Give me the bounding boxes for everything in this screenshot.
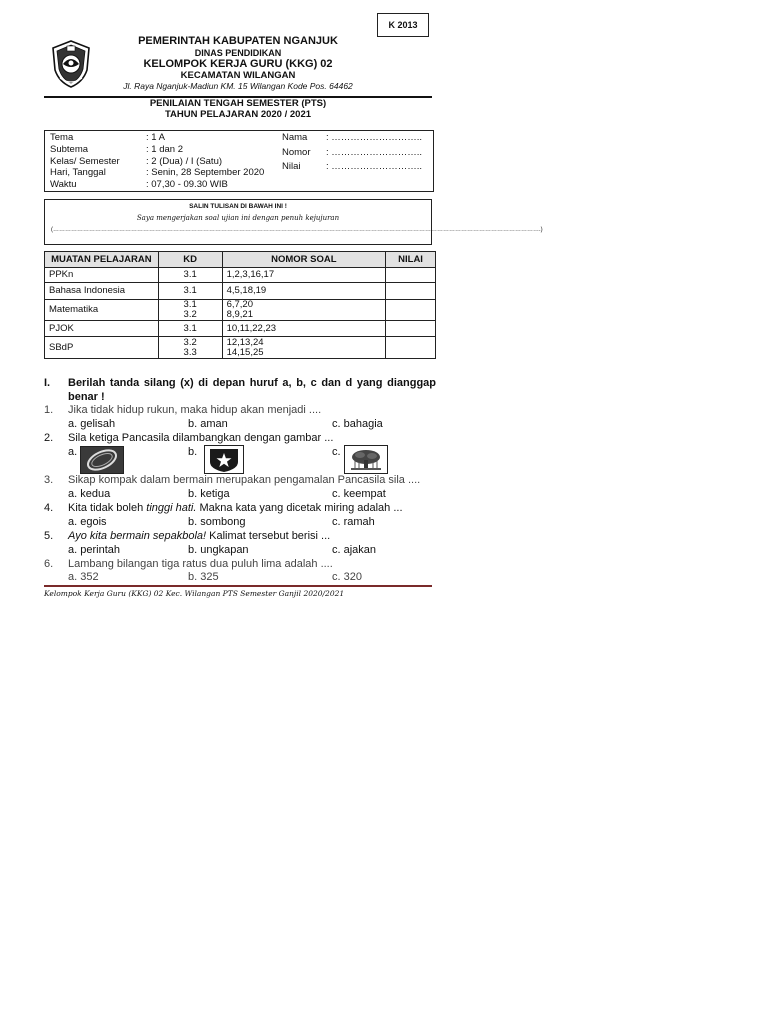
- question-numbers-cell: [222, 337, 386, 359]
- option-a[interactable]: a. kedua: [68, 488, 111, 500]
- info-label: Hari, Tanggal: [50, 167, 106, 179]
- student-field-label: Nomor: [282, 146, 311, 158]
- exam-info-box: [44, 130, 434, 192]
- table-row: [45, 283, 436, 300]
- question-text: Makna kata yang dicetak miring adalah ...: [196, 502, 403, 514]
- table-row: [45, 300, 436, 321]
- chain-symbol-image[interactable]: [80, 446, 124, 474]
- question-text: Sikap kompak dalam bermain merupakan pengamalan Pancasila sila ....: [68, 474, 421, 486]
- score-cell[interactable]: [386, 321, 436, 337]
- option-b[interactable]: b. aman: [188, 418, 228, 430]
- question-number: 4.: [44, 502, 54, 514]
- copy-writing-line[interactable]: (……………………………………………………………………………………………………………………………………………………………………………………………………………………….): [51, 227, 543, 233]
- info-value: : 1 A: [146, 132, 166, 143]
- student-name-field[interactable]: : ………………………..: [326, 132, 423, 143]
- kd-value: 3.3: [183, 346, 197, 358]
- option-c[interactable]: c. 320: [332, 571, 362, 583]
- section-number: I.: [44, 377, 51, 389]
- subject-table: [44, 251, 436, 359]
- kd-cell: [158, 300, 222, 321]
- honesty-copy-box: [44, 199, 543, 245]
- kd-value: 3.2: [183, 309, 197, 320]
- question-text: Kalimat tersebut berisi ...: [206, 530, 331, 542]
- column-header: NOMOR SOAL: [222, 252, 386, 268]
- copy-instruction: SALIN TULISAN DI BAWAH INI !: [189, 203, 287, 210]
- banyan-tree-symbol-image[interactable]: [344, 445, 388, 474]
- info-value: : 2 (Dua) / I (Satu): [146, 155, 223, 167]
- question-text-italic: tinggi hati.: [146, 502, 197, 514]
- table-row: [45, 337, 436, 359]
- kd-value: 3.2: [183, 336, 197, 348]
- student-field-label: Nama: [282, 132, 308, 143]
- option-b[interactable]: b. ketiga: [188, 488, 230, 500]
- question-number: 6.: [44, 558, 54, 570]
- option-a[interactable]: a. 352: [68, 571, 99, 583]
- student-number-field[interactable]: : ………………………..: [326, 146, 423, 158]
- question-number: 5.: [44, 530, 54, 542]
- option-c[interactable]: c. ramah: [332, 516, 375, 528]
- score-cell[interactable]: [386, 268, 436, 283]
- student-field-label: Nilai: [282, 161, 301, 172]
- question-numbers-cell: 10,11,22,23: [222, 321, 386, 337]
- teacher-group-name: KELOMPOK KERJA GURU (KKG) 02: [143, 57, 333, 70]
- question-number: 2.: [44, 432, 54, 444]
- honesty-statement: Saya mengerjakan soal ujian ini dengan penuh kejujuran: [136, 214, 340, 222]
- question-numbers-cell: 1,2,3,16,17: [222, 268, 386, 283]
- option-c[interactable]: c. bahagia: [332, 418, 383, 430]
- subject-cell: SBdP: [45, 337, 159, 359]
- info-label: Subtema: [50, 143, 89, 155]
- option-a[interactable]: a.: [68, 446, 78, 458]
- question-text: Jika tidak hidup rukun, maka hidup akan menjadi ....: [68, 404, 322, 416]
- option-b[interactable]: b.: [188, 446, 198, 458]
- option-b[interactable]: b. 325: [188, 571, 219, 583]
- option-c[interactable]: c. keempat: [332, 488, 386, 500]
- info-label: Kelas/ Semester: [50, 155, 120, 167]
- question-1-options: [68, 418, 408, 431]
- info-value: : 1 dan 2: [146, 143, 183, 155]
- student-score-field[interactable]: : ………………………..: [326, 161, 423, 172]
- section-instruction: [44, 376, 436, 404]
- document-header: [100, 35, 376, 91]
- option-a[interactable]: a. egois: [68, 516, 107, 528]
- chain-icon: [81, 447, 123, 473]
- question-4: [44, 502, 403, 515]
- info-label: Waktu: [50, 179, 77, 191]
- star-icon: [205, 446, 243, 473]
- question-2: [44, 432, 333, 445]
- score-cell[interactable]: [386, 283, 436, 300]
- footer-divider: [44, 585, 432, 587]
- question-number: 1.: [44, 404, 54, 416]
- kd-cell: 3.1: [158, 268, 222, 283]
- option-b[interactable]: b. sombong: [188, 516, 246, 528]
- option-a[interactable]: a. gelisah: [68, 418, 116, 430]
- government-name: PEMERINTAH KABUPATEN NGANJUK: [138, 35, 338, 47]
- question-numbers: 6,7,20: [226, 299, 253, 310]
- kd-cell: [158, 337, 222, 359]
- question-numbers: 14,15,25: [226, 346, 264, 358]
- column-header: MUATAN PELAJARAN: [45, 252, 159, 268]
- subject-cell: PPKn: [45, 268, 159, 283]
- column-header: NILAI: [386, 252, 436, 268]
- kd-value: 3.1: [183, 299, 197, 310]
- question-5-options: [68, 544, 408, 557]
- score-cell[interactable]: [386, 300, 436, 321]
- subject-cell: Matematika: [45, 300, 159, 321]
- question-number: 3.: [44, 474, 54, 486]
- table-row: [45, 321, 436, 337]
- question-3: [44, 474, 420, 487]
- page-footer: Kelompok Kerja Guru (KKG) 02 Kec. Wilangan PTS Semester Ganjil 2020/2021: [44, 589, 345, 598]
- section-instruction-text: Berilah tanda silang (x) di depan huruf a, b, c dan d yang dianggap benar !: [68, 377, 436, 403]
- question-text: Lambang bilangan tiga ratus dua puluh lima adalah ....: [68, 558, 333, 570]
- table-row: [45, 268, 436, 283]
- question-text: Kita tidak boleh: [68, 502, 147, 514]
- kd-cell: 3.1: [158, 321, 222, 337]
- question-text: Sila ketiga Pancasila dilambangkan dengan gambar ...: [68, 432, 334, 444]
- subject-cell: Bahasa Indonesia: [45, 283, 159, 300]
- star-symbol-image[interactable]: [204, 445, 244, 474]
- question-5: [44, 530, 330, 543]
- question-6: [44, 558, 333, 571]
- question-text-italic: Ayo kita bermain sepakbola!: [68, 530, 207, 542]
- address: Jl. Raya Nganjuk-Madiun KM. 15 Wilangan Kode Pos. 64462: [123, 80, 353, 91]
- option-b[interactable]: b. ungkapan: [188, 544, 249, 556]
- question-1: [44, 404, 321, 417]
- exam-title-line1: PENILAIAN TENGAH SEMESTER (PTS): [149, 98, 327, 109]
- question-3-options: [68, 488, 408, 501]
- score-cell[interactable]: [386, 337, 436, 359]
- option-c[interactable]: c. ajakan: [332, 544, 377, 556]
- option-c[interactable]: c.: [332, 446, 341, 458]
- question-numbers-cell: [222, 300, 386, 321]
- question-4-options: [68, 516, 408, 529]
- exam-title-line2: TAHUN PELAJARAN 2020 / 2021: [164, 108, 312, 120]
- table-header-row: [45, 252, 436, 268]
- regency-emblem-icon: [50, 40, 92, 88]
- column-header: KD: [158, 252, 222, 268]
- question-numbers: 8,9,21: [226, 309, 253, 320]
- curriculum-badge: K 2013: [377, 13, 429, 37]
- question-numbers: 12,13,24: [226, 336, 264, 348]
- subject-cell: PJOK: [45, 321, 159, 337]
- exam-title: [44, 99, 432, 121]
- info-label: Tema: [50, 132, 74, 143]
- department-name: DINAS PENDIDIKAN: [194, 47, 282, 58]
- banyan-tree-icon: [345, 446, 387, 473]
- kd-cell: 3.1: [158, 283, 222, 300]
- info-value: : 07,30 - 09.30 WIB: [146, 179, 228, 191]
- question-6-options: [68, 571, 408, 584]
- district-name: KECAMATAN WILANGAN: [180, 69, 296, 81]
- option-a[interactable]: a. perintah: [68, 544, 120, 556]
- question-numbers-cell: 4,5,18,19: [222, 283, 386, 300]
- info-value: : Senin, 28 September 2020: [146, 167, 265, 179]
